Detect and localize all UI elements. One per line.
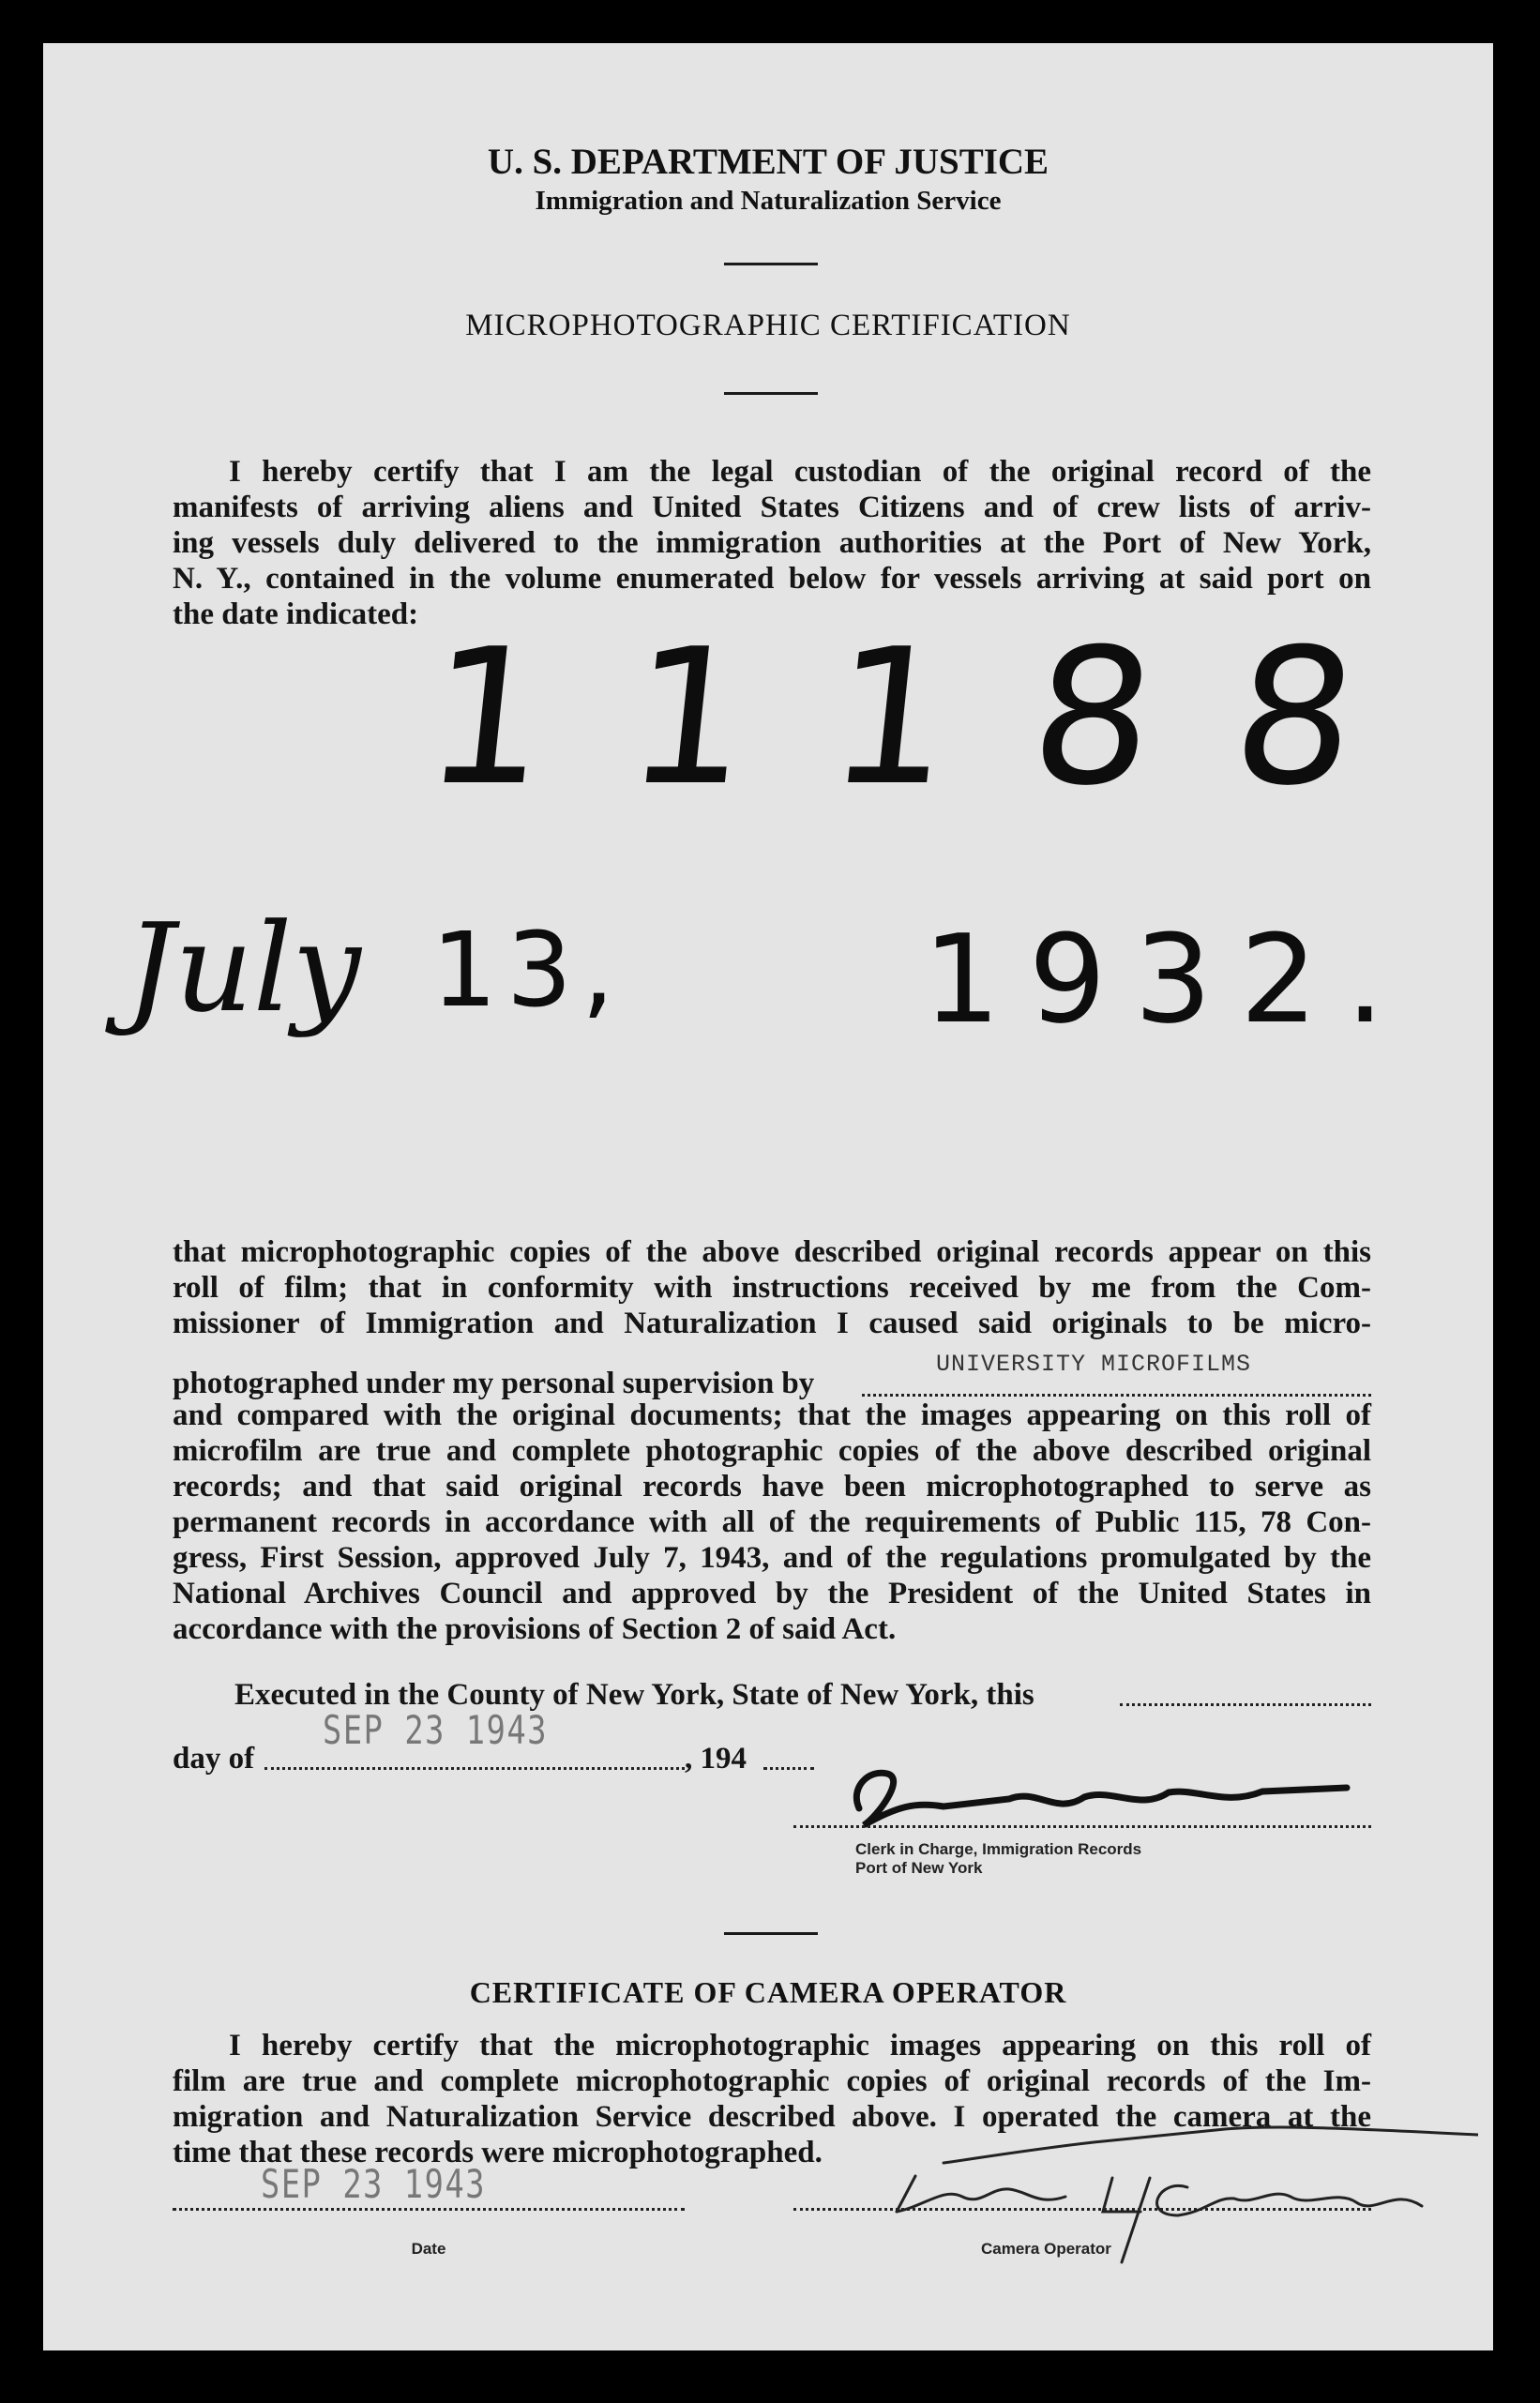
handwritten-year: 1932. <box>923 908 1413 1050</box>
body-line: records; and that said original records have been microphotographed to serve as <box>173 1470 1371 1504</box>
intro-line: I hereby certify that I am the legal custodian of the original record of the <box>229 455 1371 489</box>
certification-title: MICROPHOTOGRAPHIC CERTIFICATION <box>465 309 1071 342</box>
day-of-date-stamp: SEP 23 1943 <box>323 1707 549 1753</box>
body-line: photographed under my personal supervision by <box>173 1367 815 1400</box>
handwritten-day: 13, <box>431 910 624 1030</box>
handwritten-month: July <box>126 897 361 1039</box>
department-heading: U. S. DEPARTMENT OF JUSTICE <box>487 142 1049 182</box>
intro-line: N. Y., contained in the volume enumerated below for vessels arriving at said port on <box>173 562 1371 596</box>
executed-dotted-line <box>1120 1703 1371 1706</box>
body-line: roll of film; that in conformity with instructions received by me from the Com- <box>173 1271 1371 1305</box>
camera-line: time that these records were microphotographed. <box>173 2136 823 2169</box>
body-line: accordance with the provisions of Section 2 of said Act. <box>173 1612 897 1646</box>
body-line: missioner of Immigration and Naturalization I caused said originals to be micro- <box>173 1307 1371 1340</box>
clerk-title: Clerk in Charge, Immigration Records <box>855 1840 1142 1858</box>
body-line: and compared with the original documents; that the images appearing on this roll of <box>173 1398 1371 1432</box>
body-paragraph <box>173 1234 1371 1341</box>
body-line: gress, First Session, approved July 7, 1943, and of the regulations promulgated by the <box>173 1541 1371 1575</box>
clerk-port: Port of New York <box>855 1859 983 1877</box>
day-of-dotted-line <box>264 1767 685 1770</box>
intro-line: the date indicated: <box>173 597 419 631</box>
camera-line: migration and Naturalization Service described above. I operated the camera at the <box>173 2100 1371 2134</box>
camera-date-stamp: SEP 23 1943 <box>261 2161 487 2207</box>
clerk-signature <box>822 1750 1384 1844</box>
operator-dotted-line <box>793 2208 1371 2211</box>
camera-operator-signature <box>831 2122 1478 2272</box>
date-label: Date <box>411 2240 446 2258</box>
year-prefix: , 194 <box>685 1742 747 1776</box>
body-line: National Archives Council and approved by the President of the United States in <box>173 1577 1371 1610</box>
divider-rule <box>724 263 818 265</box>
date-dotted-line <box>173 2208 685 2211</box>
divider-rule <box>724 392 818 395</box>
divider-rule <box>724 1932 818 1935</box>
intro-paragraph <box>173 454 1371 632</box>
body-line: that microphotographic copies of the above described original records appear on this <box>173 1235 1371 1269</box>
intro-line: ing vessels duly delivered to the immigration authorities at the Port of New York, <box>173 526 1371 560</box>
executed-text: Executed in the County of New York, State of New York, this <box>234 1678 1034 1712</box>
camera-certificate-title: CERTIFICATE OF CAMERA OPERATOR <box>469 1975 1067 2009</box>
intro-line: manifests of arriving aliens and United States Citizens and of crew lists of arriv- <box>173 491 1371 524</box>
service-subheading: Immigration and Naturalization Service <box>535 186 1002 216</box>
year-dotted-line <box>763 1767 814 1770</box>
camera-line: I hereby certify that the microphotographic images appearing on this roll of <box>229 2029 1371 2063</box>
day-of-label: day of <box>173 1742 255 1776</box>
camera-line: film are true and complete microphotographic copies of original records of the Im- <box>173 2064 1371 2098</box>
supervisor-dotted-line <box>862 1394 1371 1397</box>
body-paragraph-continued <box>173 1398 1371 1647</box>
handwritten-volume-number: 11188 <box>415 609 1449 827</box>
camera-operator-label: Camera Operator <box>981 2240 1111 2258</box>
supervisor-typed: UNIVERSITY MICROFILMS <box>936 1351 1252 1378</box>
body-line: permanent records in accordance with all of the requirements of Public 115, 78 Con- <box>173 1505 1371 1539</box>
certificate-page <box>43 43 1493 2350</box>
clerk-dotted-line <box>793 1825 1371 1828</box>
body-line: microfilm are true and complete photographic copies of the above described original <box>173 1434 1371 1468</box>
